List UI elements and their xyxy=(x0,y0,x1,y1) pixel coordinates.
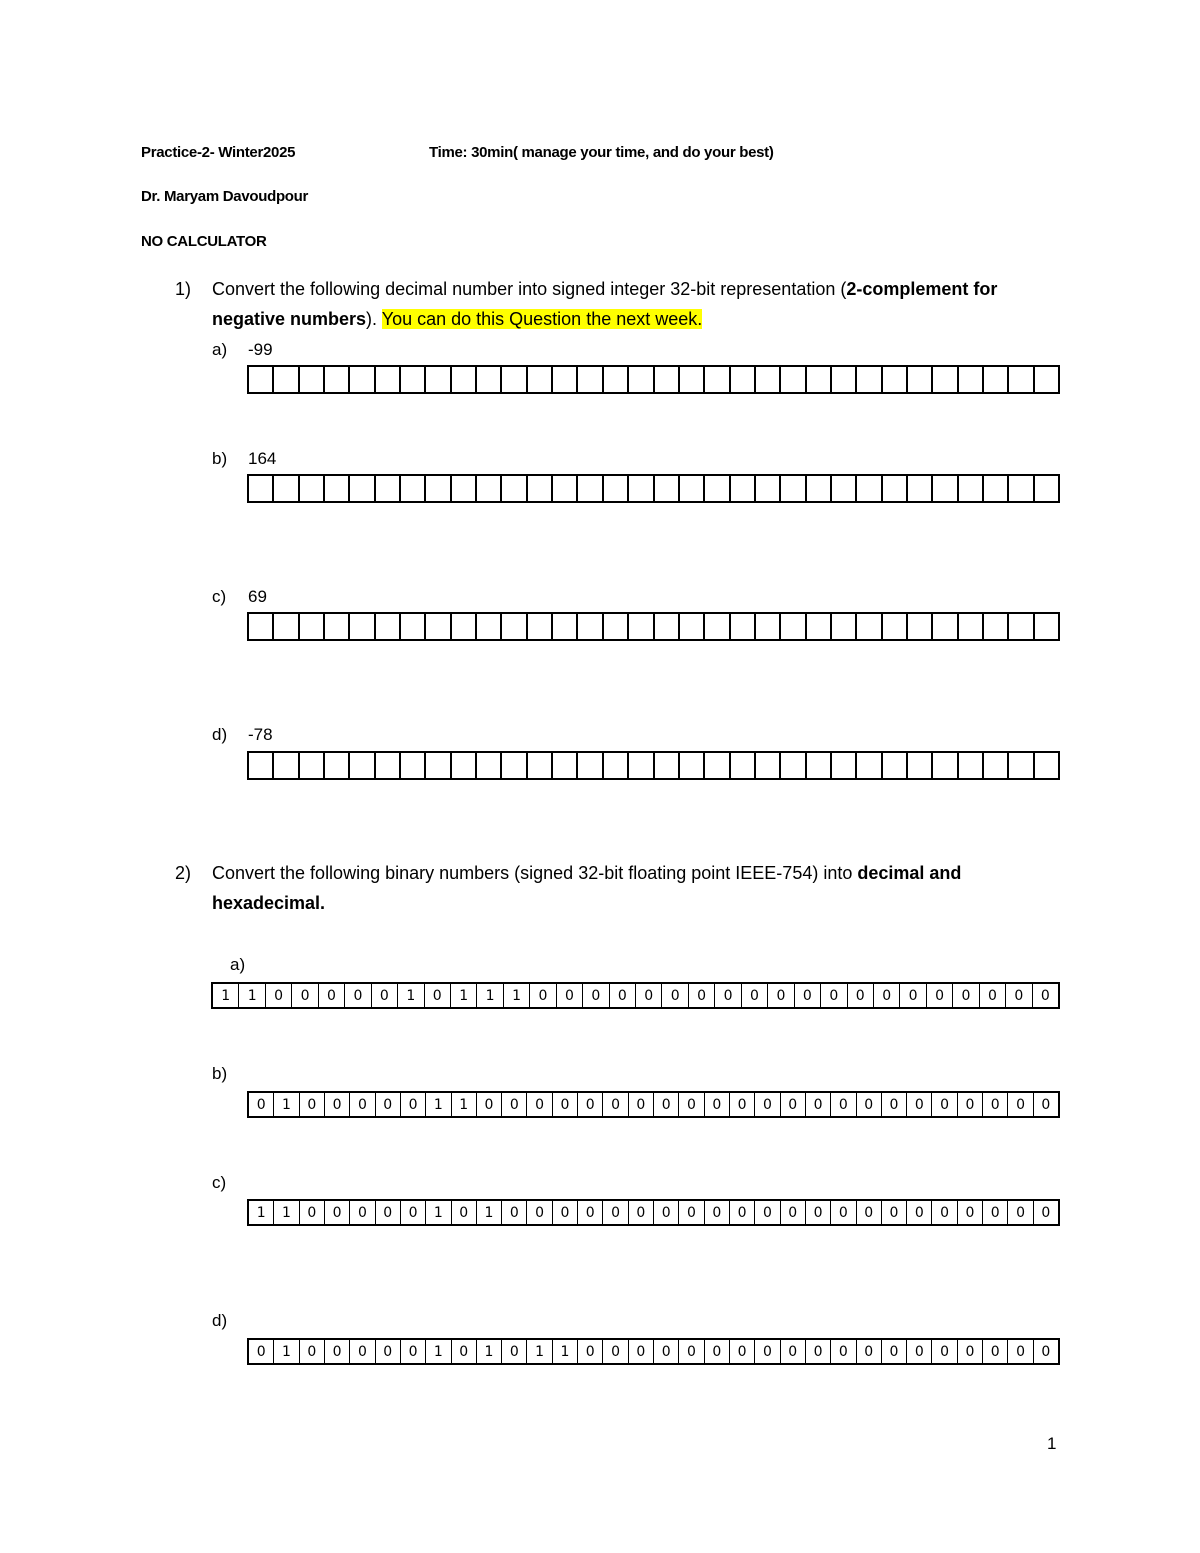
bit-cell[interactable] xyxy=(906,614,931,639)
bit-cell[interactable] xyxy=(249,753,272,778)
bit-cell: 0 xyxy=(577,1201,602,1224)
bit-cell: 0 xyxy=(582,984,608,1007)
q2-bits-row-c xyxy=(247,1199,1060,1226)
q1-answer-row-c[interactable] xyxy=(247,612,1060,641)
bit-cell[interactable] xyxy=(703,614,728,639)
bit-cell: 0 xyxy=(324,1093,349,1116)
bit-cell[interactable] xyxy=(399,614,424,639)
bit-cell: 0 xyxy=(256,1096,266,1113)
q1-item-b-label: b) xyxy=(212,449,228,468)
bit-cell: 0 xyxy=(1033,1093,1058,1116)
bit-cell: 1 xyxy=(450,984,476,1007)
bit-cell[interactable] xyxy=(678,367,703,392)
bit-cell: 0 xyxy=(299,1093,324,1116)
bit-cell: 0 xyxy=(265,984,291,1007)
bit-cell[interactable] xyxy=(450,753,475,778)
bit-cell[interactable] xyxy=(678,476,703,501)
bit-cell: 0 xyxy=(653,1340,678,1363)
bit-cell[interactable] xyxy=(957,367,982,392)
bit-cell: 0 xyxy=(577,1093,602,1116)
bit-cell[interactable] xyxy=(576,753,601,778)
q1-item-d-value: -78 xyxy=(248,725,273,744)
bit-cell: 0 xyxy=(1033,1340,1058,1363)
bit-cell[interactable] xyxy=(551,614,576,639)
bit-cell: 1 xyxy=(256,1204,266,1221)
bit-cell: 0 xyxy=(1033,1201,1058,1224)
bit-cell[interactable] xyxy=(957,614,982,639)
bit-cell[interactable] xyxy=(754,753,779,778)
bit-cell: 0 xyxy=(820,984,846,1007)
bit-cell[interactable] xyxy=(374,367,399,392)
bit-cell[interactable] xyxy=(627,367,652,392)
bit-cell: 0 xyxy=(830,1093,855,1116)
bit-cell: 1 xyxy=(273,1201,298,1224)
bit-cell[interactable] xyxy=(500,367,525,392)
instructor-name: Dr. Maryam Davoudpour xyxy=(141,188,309,205)
bit-cell: 1 xyxy=(526,1340,551,1363)
bit-cell[interactable] xyxy=(298,753,323,778)
bit-cell[interactable] xyxy=(298,367,323,392)
bit-cell[interactable] xyxy=(399,367,424,392)
bit-cell[interactable] xyxy=(551,367,576,392)
bit-cell: 1 xyxy=(425,1340,450,1363)
bit-cell: 0 xyxy=(628,1340,653,1363)
bit-cell: 0 xyxy=(957,1201,982,1224)
bit-cell: 0 xyxy=(906,1201,931,1224)
bit-cell: 0 xyxy=(856,1093,881,1116)
bit-cell: 0 xyxy=(704,1201,729,1224)
bit-cell: 0 xyxy=(856,1340,881,1363)
bit-cell[interactable] xyxy=(323,367,348,392)
bit-cell[interactable] xyxy=(653,476,678,501)
bit-cell: 1 xyxy=(451,1093,476,1116)
bit-cell: 0 xyxy=(906,1340,931,1363)
bit-cell[interactable] xyxy=(754,367,779,392)
bit-cell[interactable] xyxy=(855,476,880,501)
q2-item-c-label: c) xyxy=(212,1173,227,1192)
bit-cell: 0 xyxy=(979,984,1005,1007)
bit-cell: 1 xyxy=(397,984,423,1007)
bit-cell[interactable] xyxy=(348,614,373,639)
bit-cell[interactable] xyxy=(1007,476,1032,501)
bit-cell: 1 xyxy=(476,1201,501,1224)
bit-cell: 1 xyxy=(476,984,502,1007)
bit-cell: 0 xyxy=(501,1340,526,1363)
bit-cell[interactable] xyxy=(906,476,931,501)
bit-cell: 0 xyxy=(344,984,370,1007)
bit-cell: 0 xyxy=(688,984,714,1007)
question-1-number: 1) xyxy=(175,279,192,299)
bit-cell[interactable] xyxy=(450,476,475,501)
bit-cell[interactable] xyxy=(729,367,754,392)
bit-cell[interactable] xyxy=(500,753,525,778)
bit-cell: 0 xyxy=(982,1201,1007,1224)
bit-cell: 0 xyxy=(349,1093,374,1116)
page-number: 1 xyxy=(1047,1434,1057,1453)
q1-item-d-label: d) xyxy=(212,725,228,744)
bit-cell: 0 xyxy=(754,1093,779,1116)
question-2-number: 2) xyxy=(175,863,192,883)
bit-cell: 0 xyxy=(805,1340,830,1363)
q2-item-d-label: d) xyxy=(212,1311,228,1330)
bit-cell: 0 xyxy=(780,1340,805,1363)
bit-cell[interactable] xyxy=(957,753,982,778)
bit-cell: 0 xyxy=(609,984,635,1007)
calculator-note: NO CALCULATOR xyxy=(141,233,267,250)
bit-cell: 0 xyxy=(424,984,450,1007)
bit-cell[interactable] xyxy=(475,614,500,639)
bit-cell[interactable] xyxy=(475,367,500,392)
bit-cell[interactable] xyxy=(374,753,399,778)
bit-cell: 0 xyxy=(299,1340,324,1363)
bit-cell[interactable] xyxy=(249,367,272,392)
bit-cell: 0 xyxy=(881,1340,906,1363)
bit-cell[interactable] xyxy=(602,614,627,639)
bit-cell[interactable] xyxy=(703,476,728,501)
bit-cell[interactable] xyxy=(399,753,424,778)
bit-cell: 0 xyxy=(400,1201,425,1224)
bit-cell[interactable] xyxy=(805,367,830,392)
bit-cell: 0 xyxy=(931,1340,956,1363)
bit-cell[interactable] xyxy=(602,476,627,501)
time-note: Time: 30min( manage your time, and do your best) xyxy=(429,144,774,161)
bit-cell: 0 xyxy=(291,984,317,1007)
q2-bits-row-d xyxy=(247,1338,1060,1365)
bit-cell[interactable] xyxy=(805,753,830,778)
bit-cell: 0 xyxy=(653,1201,678,1224)
bit-cell[interactable] xyxy=(653,614,678,639)
bit-cell[interactable] xyxy=(424,753,449,778)
bit-cell[interactable] xyxy=(374,614,399,639)
bit-cell: 0 xyxy=(526,1093,551,1116)
bit-cell[interactable] xyxy=(627,614,652,639)
bit-cell[interactable] xyxy=(982,614,1007,639)
bit-cell[interactable] xyxy=(298,614,323,639)
bit-cell[interactable] xyxy=(576,476,601,501)
bit-cell: 0 xyxy=(628,1093,653,1116)
bit-cell: 0 xyxy=(400,1340,425,1363)
q1-item-a-value: -99 xyxy=(248,340,273,359)
bit-cell[interactable] xyxy=(249,614,272,639)
bit-cell[interactable] xyxy=(348,476,373,501)
bit-cell[interactable] xyxy=(323,614,348,639)
bit-cell: 0 xyxy=(805,1093,830,1116)
bit-cell: 0 xyxy=(805,1201,830,1224)
bit-cell: 1 xyxy=(273,1093,298,1116)
bit-cell[interactable] xyxy=(855,614,880,639)
bit-cell: 0 xyxy=(256,1343,266,1360)
bit-cell[interactable] xyxy=(526,367,551,392)
bit-cell[interactable] xyxy=(1007,753,1032,778)
bit-cell[interactable] xyxy=(1007,367,1032,392)
bit-cell[interactable] xyxy=(779,753,804,778)
bit-cell: 1 xyxy=(425,1201,450,1224)
bit-cell[interactable] xyxy=(1007,614,1032,639)
bit-cell: 0 xyxy=(375,1093,400,1116)
bit-cell[interactable] xyxy=(805,614,830,639)
q1-item-b-value: 164 xyxy=(248,449,277,468)
bit-cell[interactable] xyxy=(830,367,855,392)
bit-cell[interactable] xyxy=(627,476,652,501)
bit-cell: 0 xyxy=(931,1093,956,1116)
bit-cell[interactable] xyxy=(729,753,754,778)
bit-cell: 0 xyxy=(451,1201,476,1224)
bit-cell[interactable] xyxy=(830,753,855,778)
bit-cell: 0 xyxy=(714,984,740,1007)
bit-cell[interactable] xyxy=(830,476,855,501)
bit-cell[interactable] xyxy=(653,367,678,392)
bit-cell: 0 xyxy=(881,1093,906,1116)
bit-cell[interactable] xyxy=(450,367,475,392)
bit-cell[interactable] xyxy=(323,476,348,501)
bit-cell: 0 xyxy=(349,1340,374,1363)
question-2-text: Convert the following binary numbers (signed 32-bit floating point IEEE-754) into decimal and hexadecimal. xyxy=(212,863,962,913)
bit-cell: 0 xyxy=(881,1201,906,1224)
bit-cell: 0 xyxy=(729,1340,754,1363)
bit-cell: 0 xyxy=(873,984,899,1007)
bit-cell[interactable] xyxy=(272,614,297,639)
bit-cell[interactable] xyxy=(931,753,956,778)
bit-cell: 0 xyxy=(501,1201,526,1224)
q2-bits-row-b xyxy=(247,1091,1060,1118)
bit-cell[interactable] xyxy=(272,476,297,501)
bit-cell: 0 xyxy=(794,984,820,1007)
bit-cell: 0 xyxy=(661,984,687,1007)
question-1-text: Convert the following decimal number into signed integer 32-bit representation (2-complement for negative numbers). You can do this Question the next week. xyxy=(212,279,998,329)
bit-cell[interactable] xyxy=(881,367,906,392)
bit-cell[interactable] xyxy=(576,367,601,392)
bit-cell: 1 xyxy=(273,1340,298,1363)
bit-cell[interactable] xyxy=(678,614,703,639)
bit-cell[interactable] xyxy=(1033,614,1058,639)
bit-cell: 0 xyxy=(476,1093,501,1116)
bit-cell: 1 xyxy=(221,987,231,1004)
bit-cell: 0 xyxy=(899,984,925,1007)
bit-cell: 0 xyxy=(318,984,344,1007)
q2-item-b-label: b) xyxy=(212,1064,228,1083)
bit-cell: 0 xyxy=(375,1201,400,1224)
q1-answer-row-a[interactable] xyxy=(247,365,1060,394)
q1-item-c-value: 69 xyxy=(248,587,267,606)
bit-cell[interactable] xyxy=(881,753,906,778)
bit-cell[interactable] xyxy=(602,367,627,392)
bit-cell: 0 xyxy=(602,1340,627,1363)
bit-cell: 0 xyxy=(704,1340,729,1363)
q1-item-c-label: c) xyxy=(212,587,227,606)
bit-cell: 1 xyxy=(425,1093,450,1116)
bit-cell[interactable] xyxy=(678,753,703,778)
bit-cell[interactable] xyxy=(348,367,373,392)
bit-cell[interactable] xyxy=(779,367,804,392)
bit-cell: 0 xyxy=(299,1201,324,1224)
bit-cell[interactable] xyxy=(982,476,1007,501)
bit-cell: 0 xyxy=(780,1093,805,1116)
bit-cell: 0 xyxy=(754,1201,779,1224)
bit-cell[interactable] xyxy=(551,753,576,778)
bit-cell: 1 xyxy=(552,1340,577,1363)
bit-cell: 1 xyxy=(238,984,264,1007)
bit-cell: 0 xyxy=(678,1340,703,1363)
bit-cell[interactable] xyxy=(881,476,906,501)
bit-cell[interactable] xyxy=(272,753,297,778)
bit-cell[interactable] xyxy=(931,476,956,501)
bit-cell[interactable] xyxy=(272,367,297,392)
bit-cell[interactable] xyxy=(450,614,475,639)
bit-cell[interactable] xyxy=(424,367,449,392)
question-1-highlight: You can do this Question the next week. xyxy=(381,309,703,329)
bit-cell[interactable] xyxy=(1033,476,1058,501)
bit-cell[interactable] xyxy=(855,753,880,778)
bit-cell[interactable] xyxy=(526,753,551,778)
bit-cell: 0 xyxy=(349,1201,374,1224)
bit-cell: 0 xyxy=(952,984,978,1007)
bit-cell: 0 xyxy=(754,1340,779,1363)
bit-cell: 0 xyxy=(635,984,661,1007)
bit-cell[interactable] xyxy=(1033,367,1058,392)
bit-cell: 1 xyxy=(503,984,529,1007)
bit-cell[interactable] xyxy=(805,476,830,501)
bit-cell[interactable] xyxy=(653,753,678,778)
bit-cell: 0 xyxy=(324,1201,349,1224)
q1-item-a-label: a) xyxy=(212,340,228,359)
bit-cell: 0 xyxy=(780,1201,805,1224)
bit-cell[interactable] xyxy=(906,367,931,392)
bit-cell: 0 xyxy=(602,1093,627,1116)
bit-cell[interactable] xyxy=(779,476,804,501)
bit-cell[interactable] xyxy=(526,476,551,501)
bit-cell: 0 xyxy=(982,1093,1007,1116)
bit-cell: 0 xyxy=(1007,1340,1032,1363)
bit-cell: 0 xyxy=(501,1093,526,1116)
bit-cell[interactable] xyxy=(957,476,982,501)
bit-cell: 0 xyxy=(602,1201,627,1224)
bit-cell: 0 xyxy=(767,984,793,1007)
q1-answer-row-b[interactable] xyxy=(247,474,1060,503)
q1-answer-row-d[interactable] xyxy=(247,751,1060,780)
bit-cell[interactable] xyxy=(348,753,373,778)
bit-cell[interactable] xyxy=(576,614,601,639)
bit-cell[interactable] xyxy=(982,367,1007,392)
bit-cell: 0 xyxy=(375,1340,400,1363)
bit-cell: 0 xyxy=(526,1201,551,1224)
bit-cell[interactable] xyxy=(424,614,449,639)
bit-cell[interactable] xyxy=(931,367,956,392)
bit-cell[interactable] xyxy=(931,614,956,639)
bit-cell[interactable] xyxy=(1033,753,1058,778)
bit-cell[interactable] xyxy=(526,614,551,639)
bit-cell[interactable] xyxy=(754,476,779,501)
bit-cell: 0 xyxy=(906,1093,931,1116)
bit-cell[interactable] xyxy=(982,753,1007,778)
bit-cell: 0 xyxy=(926,984,952,1007)
bit-cell: 0 xyxy=(552,1201,577,1224)
bit-cell: 0 xyxy=(552,1093,577,1116)
bit-cell: 0 xyxy=(830,1201,855,1224)
bit-cell: 0 xyxy=(830,1340,855,1363)
bit-cell[interactable] xyxy=(500,476,525,501)
bit-cell: 0 xyxy=(678,1093,703,1116)
bit-cell: 0 xyxy=(729,1201,754,1224)
bit-cell[interactable] xyxy=(627,753,652,778)
bit-cell[interactable] xyxy=(729,614,754,639)
bit-cell[interactable] xyxy=(475,476,500,501)
bit-cell: 0 xyxy=(400,1093,425,1116)
bit-cell: 0 xyxy=(577,1340,602,1363)
bit-cell[interactable] xyxy=(703,367,728,392)
bit-cell[interactable] xyxy=(249,476,272,501)
bit-cell: 0 xyxy=(957,1340,982,1363)
bit-cell[interactable] xyxy=(779,614,804,639)
bit-cell: 1 xyxy=(476,1340,501,1363)
bit-cell: 0 xyxy=(451,1340,476,1363)
bit-cell: 0 xyxy=(556,984,582,1007)
bit-cell: 0 xyxy=(324,1340,349,1363)
bit-cell[interactable] xyxy=(602,753,627,778)
bit-cell: 0 xyxy=(1005,984,1031,1007)
bit-cell[interactable] xyxy=(323,753,348,778)
bit-cell[interactable] xyxy=(475,753,500,778)
bit-cell: 0 xyxy=(704,1093,729,1116)
bit-cell: 0 xyxy=(856,1201,881,1224)
bit-cell: 0 xyxy=(529,984,555,1007)
bit-cell: 0 xyxy=(729,1093,754,1116)
bit-cell: 0 xyxy=(741,984,767,1007)
bit-cell[interactable] xyxy=(374,476,399,501)
bit-cell: 0 xyxy=(931,1201,956,1224)
bit-cell[interactable] xyxy=(500,614,525,639)
bit-cell: 0 xyxy=(653,1093,678,1116)
bit-cell[interactable] xyxy=(424,476,449,501)
bit-cell[interactable] xyxy=(754,614,779,639)
bit-cell: 0 xyxy=(1007,1201,1032,1224)
bit-cell: 0 xyxy=(628,1201,653,1224)
bit-cell: 0 xyxy=(957,1093,982,1116)
bit-cell[interactable] xyxy=(906,753,931,778)
bit-cell[interactable] xyxy=(551,476,576,501)
bit-cell: 0 xyxy=(1032,984,1058,1007)
bit-cell: 0 xyxy=(371,984,397,1007)
bit-cell: 0 xyxy=(847,984,873,1007)
bit-cell[interactable] xyxy=(729,476,754,501)
bit-cell: 0 xyxy=(678,1201,703,1224)
q2-bits-row-a xyxy=(211,982,1060,1009)
bit-cell[interactable] xyxy=(399,476,424,501)
bit-cell: 0 xyxy=(1007,1093,1032,1116)
bit-cell[interactable] xyxy=(703,753,728,778)
bit-cell[interactable] xyxy=(881,614,906,639)
bit-cell[interactable] xyxy=(855,367,880,392)
q2-item-a-label: a) xyxy=(230,955,246,974)
bit-cell: 0 xyxy=(982,1340,1007,1363)
bit-cell[interactable] xyxy=(298,476,323,501)
practice-title: Practice-2- Winter2025 xyxy=(141,144,296,161)
bit-cell[interactable] xyxy=(830,614,855,639)
